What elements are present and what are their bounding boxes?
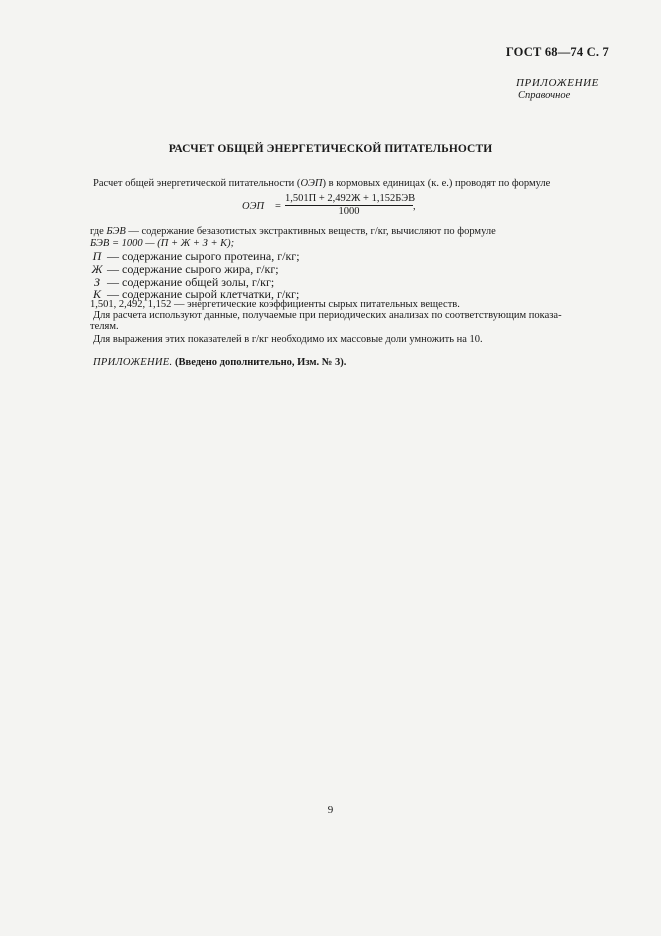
where-symbol: БЭВ — [106, 226, 126, 237]
definition-symbol: К — [93, 287, 101, 301]
intro-paragraph — [93, 178, 550, 189]
appendix-label: ПРИЛОЖЕНИЕ — [516, 77, 599, 89]
formula-comma: , — [413, 201, 416, 212]
section-title: РАСЧЕТ ОБЩЕЙ ЭНЕРГЕТИЧЕСКОЙ ПИТАТЕЛЬНОСТИ — [168, 143, 493, 155]
definition-symbol: З — [94, 275, 100, 289]
coefficients-line: 1,501, 2,492, 1,152 — энергетические коэффициенты сырых питательных веществ. — [90, 299, 460, 310]
amendment-text: (Введено дополнительно, Изм. № 3). — [172, 357, 347, 368]
intro-after: ) в кормовых единицах (к. е.) проводят по формуле — [322, 178, 551, 189]
amendment-note — [93, 357, 346, 368]
paragraph-conversion: Для выражения этих показателей в г/кг необходимо их массовые доли умножить на 10. — [93, 334, 483, 345]
formula-equals: = — [275, 201, 281, 212]
intro-abbr: ОЭП — [300, 178, 323, 189]
formula-lhs: ОЭП — [242, 201, 265, 212]
paragraph-data-source-cont: телям. — [90, 321, 119, 332]
definition-symbol: П — [92, 249, 102, 263]
where-line — [90, 226, 496, 237]
where-prefix: где — [90, 226, 104, 237]
intro-before: Расчет общей энергетической питательности ( — [93, 178, 301, 189]
where-text: — содержание безазотистых экстрактивных веществ, г/кг, вычисляют по формуле — [125, 226, 496, 237]
formula-fraction — [285, 193, 416, 217]
amendment-label: ПРИЛОЖЕНИЕ. — [93, 357, 173, 368]
paragraph-data-source: Для расчета используют данные, получаемые при периодических анализах по соответствующим показа- — [93, 310, 562, 321]
formula-numerator: 1,501П + 2,492Ж + 1,152БЭВ — [285, 193, 416, 204]
definition-symbol: Ж — [91, 262, 103, 276]
page-number: 9 — [327, 804, 334, 816]
formula-denominator: 1000 — [338, 206, 360, 217]
definition-text: — содержание сырой клетчатки, г/кг; — [107, 287, 300, 301]
standard-header: ГОСТ 68—74 С. 7 — [505, 45, 609, 59]
appendix-kind: Справочное — [518, 90, 571, 101]
bev-formula: БЭВ = 1000 — (П + Ж + З + К); — [90, 238, 235, 249]
definition-text: — содержание сырого протеина, г/кг; — [107, 249, 300, 263]
definition-text: — содержание сырого жира, г/кг; — [107, 262, 279, 276]
definition-text: — содержание общей золы, г/кг; — [107, 275, 275, 289]
